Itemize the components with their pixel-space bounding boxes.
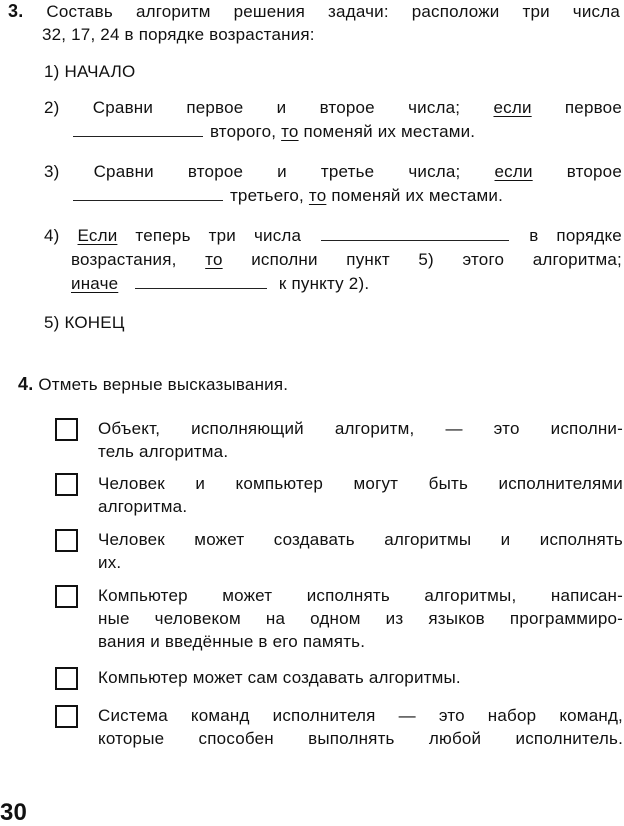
answer-blank-step3[interactable] xyxy=(73,199,223,201)
statement-2: Человек и компьютер могут быть исполнителями алгоритма. xyxy=(98,474,623,516)
page-number: 30 xyxy=(0,799,28,826)
step-4: 4) Если теперь три числа в порядке возрастания, то исполни пункт 5) этого алгоритма; иначе к пункту 2). xyxy=(44,226,622,293)
then-keyword: то xyxy=(308,186,327,205)
statement-1: Объект, исполняющий алгоритм, — это исполни- тель алгоритма. xyxy=(98,419,623,461)
answer-blank-step4-b[interactable] xyxy=(135,287,267,289)
step-1: 1) НАЧАЛО xyxy=(44,62,136,81)
if-keyword: если xyxy=(494,162,533,181)
statement-checkbox-1[interactable] xyxy=(55,418,78,441)
statement-4: Компьютер может исполнять алгоритмы, написан- ные человеком на одном из языков программиро- вания и введённые в его память. xyxy=(98,586,623,651)
task4-number: 4. xyxy=(18,374,34,394)
else-keyword: иначе xyxy=(71,274,119,293)
if-keyword: если xyxy=(493,98,532,117)
statement-5: Компьютер может сам создавать алгоритмы. xyxy=(98,668,461,687)
statement-6: Система команд исполнителя — это набор команд, которые способен выполнять любой исполнитель. xyxy=(98,706,623,748)
step-3: 3) Сравни второе и третье числа; если второе третьего, то поменяй их местами. xyxy=(44,162,622,205)
statement-checkbox-2[interactable] xyxy=(55,473,78,496)
task3-line1: 3. Составь алгоритм решения задачи: расположи три числа xyxy=(8,1,620,21)
statement-checkbox-4[interactable] xyxy=(55,585,78,608)
step-2: 2) Сравни первое и второе числа; если первое второго, то поменяй их местами. xyxy=(44,98,622,141)
step-5: 5) КОНЕЦ xyxy=(44,313,125,332)
statement-3: Человек может создавать алгоритмы и исполнять их. xyxy=(98,530,623,572)
task3-number: 3. xyxy=(8,1,24,21)
task4-title: Отметь верные высказывания. xyxy=(38,375,289,394)
statement-checkbox-5[interactable] xyxy=(55,667,78,690)
then-keyword: то xyxy=(281,122,299,141)
task3-header xyxy=(8,0,620,46)
answer-blank-step4-a[interactable] xyxy=(321,239,509,241)
task4-header xyxy=(18,373,288,396)
statement-checkbox-6[interactable] xyxy=(55,705,78,728)
statement-checkbox-3[interactable] xyxy=(55,529,78,552)
task3-line2: 32, 17, 24 в порядке возрастания: xyxy=(42,25,315,44)
answer-blank-step2[interactable] xyxy=(73,135,203,137)
if-keyword: Если xyxy=(77,226,118,245)
then-keyword: то xyxy=(205,250,223,269)
